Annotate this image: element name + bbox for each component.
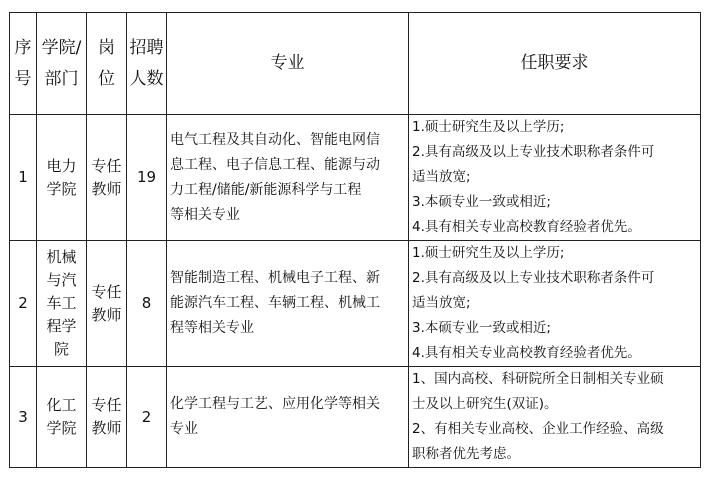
header-college xyxy=(37,13,87,115)
header-college-line: 部门 xyxy=(44,68,79,89)
cell-requirements-line: 1.硕士研究生及以上学历; xyxy=(412,245,565,261)
header-post xyxy=(87,13,127,115)
recruitment-table xyxy=(9,12,701,468)
cell-college xyxy=(37,115,87,241)
header-post-line: 岗 xyxy=(98,37,115,58)
cell-college xyxy=(37,241,87,367)
table-row xyxy=(10,367,701,468)
cell-requirements-line: 2.具有高级及以上专业技术职称者条件可 xyxy=(412,270,655,286)
cell-requirements-line: 3.本硕专业一致或相近; xyxy=(412,194,551,210)
cell-requirements-line: 2.具有高级及以上专业技术职称者条件可 xyxy=(412,144,655,160)
header-no-line: 序 xyxy=(14,37,32,58)
cell-requirements-line: 1.硕士研究生及以上学历; xyxy=(412,119,565,135)
cell-post xyxy=(87,115,127,241)
cell-requirements-line: 适当放宽; xyxy=(412,295,471,311)
cell-requirements-line: 1、国内高校、科研院所全日制相关专业硕 xyxy=(412,371,664,387)
cell-no: 3 xyxy=(10,367,37,468)
cell-requirements-line: 4.具有相关专业高校教育经验者优先。 xyxy=(412,345,641,361)
cell-college-line: 程学 xyxy=(46,317,77,335)
header-college-line: 学院/ xyxy=(41,37,82,58)
cell-post-line: 专任 xyxy=(91,282,122,301)
cell-post-line: 专任 xyxy=(91,156,122,175)
cell-major xyxy=(167,367,409,468)
header-count-line: 招聘 xyxy=(129,37,164,58)
cell-requirements-line: 士及以上研究生(双证)。 xyxy=(412,396,558,412)
header-post-line: 位 xyxy=(98,68,115,89)
cell-requirements xyxy=(409,115,701,241)
cell-no: 2 xyxy=(10,241,37,367)
header-requirements: 任职要求 xyxy=(409,13,701,115)
cell-post-line: 专任 xyxy=(91,396,122,414)
header-count xyxy=(127,13,167,115)
cell-requirements xyxy=(409,241,701,367)
cell-major-line: 化学工程与工艺、应用化学等相关 xyxy=(170,396,380,412)
cell-no: 1 xyxy=(10,115,37,241)
cell-major-line: 程等相关专业 xyxy=(170,320,254,336)
cell-requirements-line: 职称者优先考虑。 xyxy=(412,446,520,462)
cell-requirements xyxy=(409,367,701,468)
header-major: 专业 xyxy=(167,13,409,115)
cell-major-line: 专业 xyxy=(170,421,198,437)
cell-requirements-line: 3.本硕专业一致或相近; xyxy=(412,320,551,336)
cell-college xyxy=(37,367,87,468)
cell-major-line: 息工程、电子信息工程、能源与动 xyxy=(170,156,380,173)
cell-post xyxy=(87,367,127,468)
cell-college-line: 与汽 xyxy=(46,271,77,289)
cell-count: 19 xyxy=(127,115,167,241)
cell-major-line: 电气工程及其自动化、智能电网信 xyxy=(170,131,380,148)
cell-college-line: 学院 xyxy=(46,419,77,437)
cell-college-line: 院 xyxy=(53,340,69,358)
cell-post-line: 教师 xyxy=(91,305,122,324)
cell-post-line: 教师 xyxy=(91,179,122,198)
cell-major-line: 等相关专业 xyxy=(170,206,240,223)
cell-major-line: 能源汽车工程、车辆工程、机械工 xyxy=(170,295,380,311)
table-row xyxy=(10,241,701,367)
cell-count: 2 xyxy=(127,367,167,468)
cell-college-line: 电力 xyxy=(46,156,77,175)
cell-college-line: 车工 xyxy=(46,294,77,312)
cell-requirements-line: 4.具有相关专业高校教育经验者优先。 xyxy=(412,219,641,235)
cell-major xyxy=(167,115,409,241)
cell-post-line: 教师 xyxy=(91,419,122,437)
cell-college-line: 化工 xyxy=(46,396,77,414)
header-no xyxy=(10,13,37,115)
cell-major xyxy=(167,241,409,367)
header-count-line: 人数 xyxy=(129,68,164,89)
cell-requirements-line: 2、有相关专业高校、企业工作经验、高级 xyxy=(412,421,664,437)
cell-count: 8 xyxy=(127,241,167,367)
cell-college-line: 机械 xyxy=(46,248,77,266)
cell-major-line: 力工程/储能/新能源科学与工程 xyxy=(170,181,362,198)
header-no-line: 号 xyxy=(14,68,32,89)
table-row xyxy=(10,115,701,241)
cell-post xyxy=(87,241,127,367)
header-row xyxy=(10,13,701,115)
cell-college-line: 学院 xyxy=(46,179,77,198)
cell-major-line: 智能制造工程、机械电子工程、新 xyxy=(170,270,380,286)
cell-requirements-line: 适当放宽; xyxy=(412,169,471,185)
